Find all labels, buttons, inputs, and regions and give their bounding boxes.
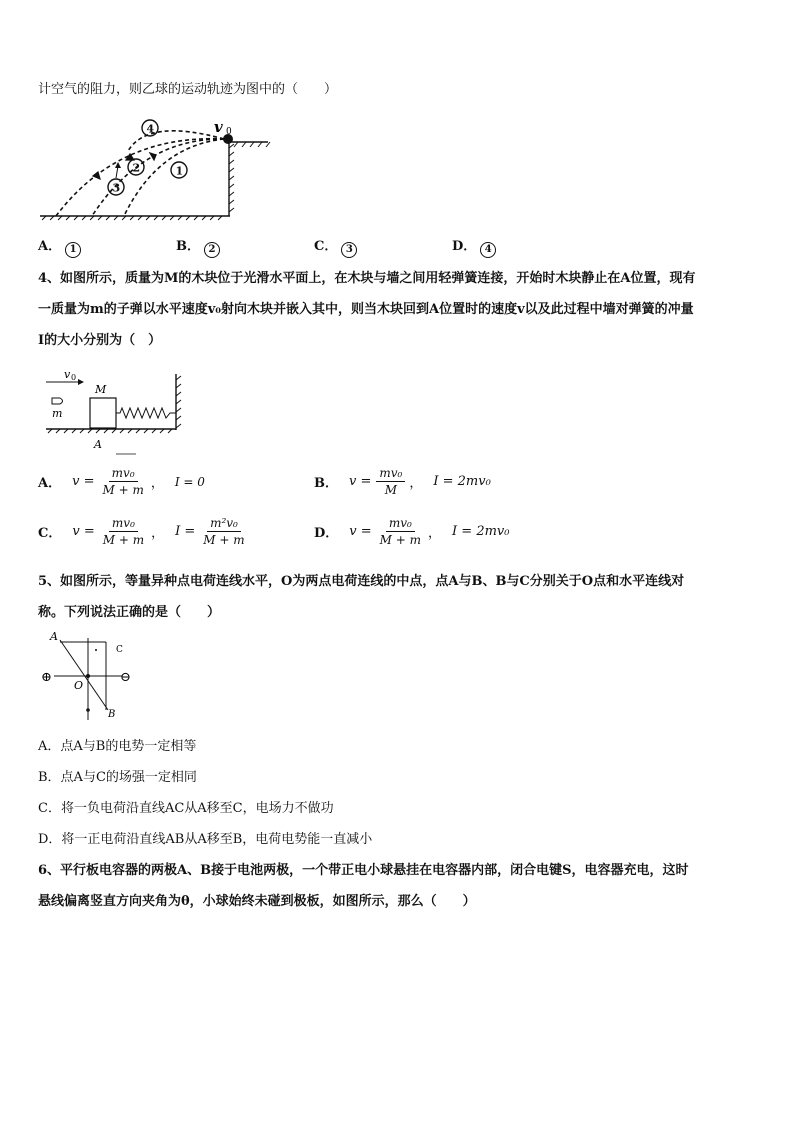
q5-stem-line-1: 5、如图所示，等量异种点电荷连线水平，O为两点电荷连线的中点，点A与B、B与C分别关于O点和水平连线对 — [38, 574, 685, 589]
q4-option-c-I-fraction: $\frac{\text{m²v₀}}{M + m}$ — [203, 516, 245, 547]
q5-charges-figure — [38, 630, 148, 730]
q3-option-a-mark: 1 — [65, 242, 81, 258]
q3-v-label: v — [214, 118, 223, 136]
q3-option-c-mark: 3 — [341, 242, 357, 258]
q5-option-d[interactable]: D．将一正电荷沿直线AB从A移至B，电荷电势能一直减小 — [38, 832, 373, 847]
q3-trajectory-figure — [38, 116, 278, 226]
q5-option-a[interactable]: A．点A与B的电势一定相等 — [38, 739, 197, 754]
q5-label-a: A — [50, 630, 58, 643]
q4-option-c-v-fraction: $\frac{\text{mv₀}}{M + m}$ — [102, 516, 145, 547]
q3-v-sub: 0 — [226, 127, 232, 137]
q6-stem-line-2: 悬线偏离竖直方向夹角为θ，小球始终未碰到极板，如图所示，那么（ ） — [38, 894, 476, 909]
q3-option-b[interactable]: B． 2 — [176, 238, 220, 258]
q3-option-a[interactable]: A． 1 — [38, 238, 81, 258]
q6-stem-line-1: 6、平行板电容器的两极A、B接于电池两极，一个带正电小球悬挂在电容器内部，闭合电键S，电容器充电，这时 — [38, 863, 689, 878]
q4-option-c[interactable]: C． v = $\frac{\text{mv₀}}{M + m}$ ， I = $\frac{\text{m²v₀}}{M + m}$ — [38, 516, 250, 547]
q5-label-c: C — [116, 645, 123, 655]
q4-spring-block-figure — [42, 368, 192, 458]
q4-option-b-v-fraction: $\frac{\text{mv₀}}{M}$ — [376, 466, 405, 497]
q3-option-c[interactable]: C． 3 — [314, 238, 357, 258]
svg-text:3: 3 — [112, 181, 121, 195]
q5-option-c[interactable]: C．将一负电荷沿直线AC从A移至C，电场力不做功 — [38, 801, 334, 816]
svg-text:1: 1 — [175, 164, 184, 178]
q3-stem: 计空气的阻力，则乙球的运动轨迹为图中的（ ） — [38, 82, 338, 97]
q4-option-b[interactable]: B． v = $\frac{\text{mv₀}}{M}$ ， I = 2mv₀ — [314, 466, 491, 497]
q4-stem-line-1: 4、如图所示，质量为M的木块位于光滑水平面上，在木块与墙之间用轻弹簧连接，开始时木块静止在A位置，现有 — [38, 271, 696, 286]
q4-stem-line-2: 一质量为m的子弹以水平速度v₀射向木块并嵌入其中，则当木块回到A位置时的速度v以及此过程中墙对弹簧的冲量 — [38, 302, 694, 317]
svg-text:4: 4 — [146, 122, 155, 136]
q4-option-d[interactable]: D． v = $\frac{\text{mv₀}}{M + m}$ ， I = 2mv₀ — [314, 516, 510, 547]
q4-M-label: M — [95, 383, 107, 396]
q5-stem-line-2: 称。下列说法正确的是（ ） — [38, 605, 221, 620]
q5-label-o: O — [74, 679, 84, 692]
q5-plus-charge: ⊕ — [41, 670, 52, 685]
q4-v-label: v — [64, 368, 71, 381]
q4-option-a[interactable]: A． v = $\frac{\text{mv₀}}{M + m}$ ， I = 0 — [38, 466, 205, 497]
svg-text:2: 2 — [132, 161, 141, 175]
q3-option-d[interactable]: D． 4 — [452, 238, 496, 258]
q4-option-d-v-fraction: $\frac{\text{mv₀}}{M + m}$ — [379, 516, 422, 547]
q4-v-sub: 0 — [71, 373, 77, 382]
q3-option-b-mark: 2 — [204, 242, 220, 258]
q5-label-b: B — [108, 709, 116, 720]
q4-stem-line-3: I的大小分别为（ ） — [38, 333, 162, 348]
q4-A-label: A — [94, 438, 102, 451]
q5-option-b[interactable]: B．点A与C的场强一定相同 — [38, 770, 197, 785]
q4-m-label: m — [52, 407, 63, 420]
q3-option-d-mark: 4 — [480, 242, 496, 258]
q5-minus-charge: ⊖ — [120, 670, 131, 685]
q4-option-a-v-fraction: $\frac{\text{mv₀}}{M + m}$ — [102, 466, 144, 497]
